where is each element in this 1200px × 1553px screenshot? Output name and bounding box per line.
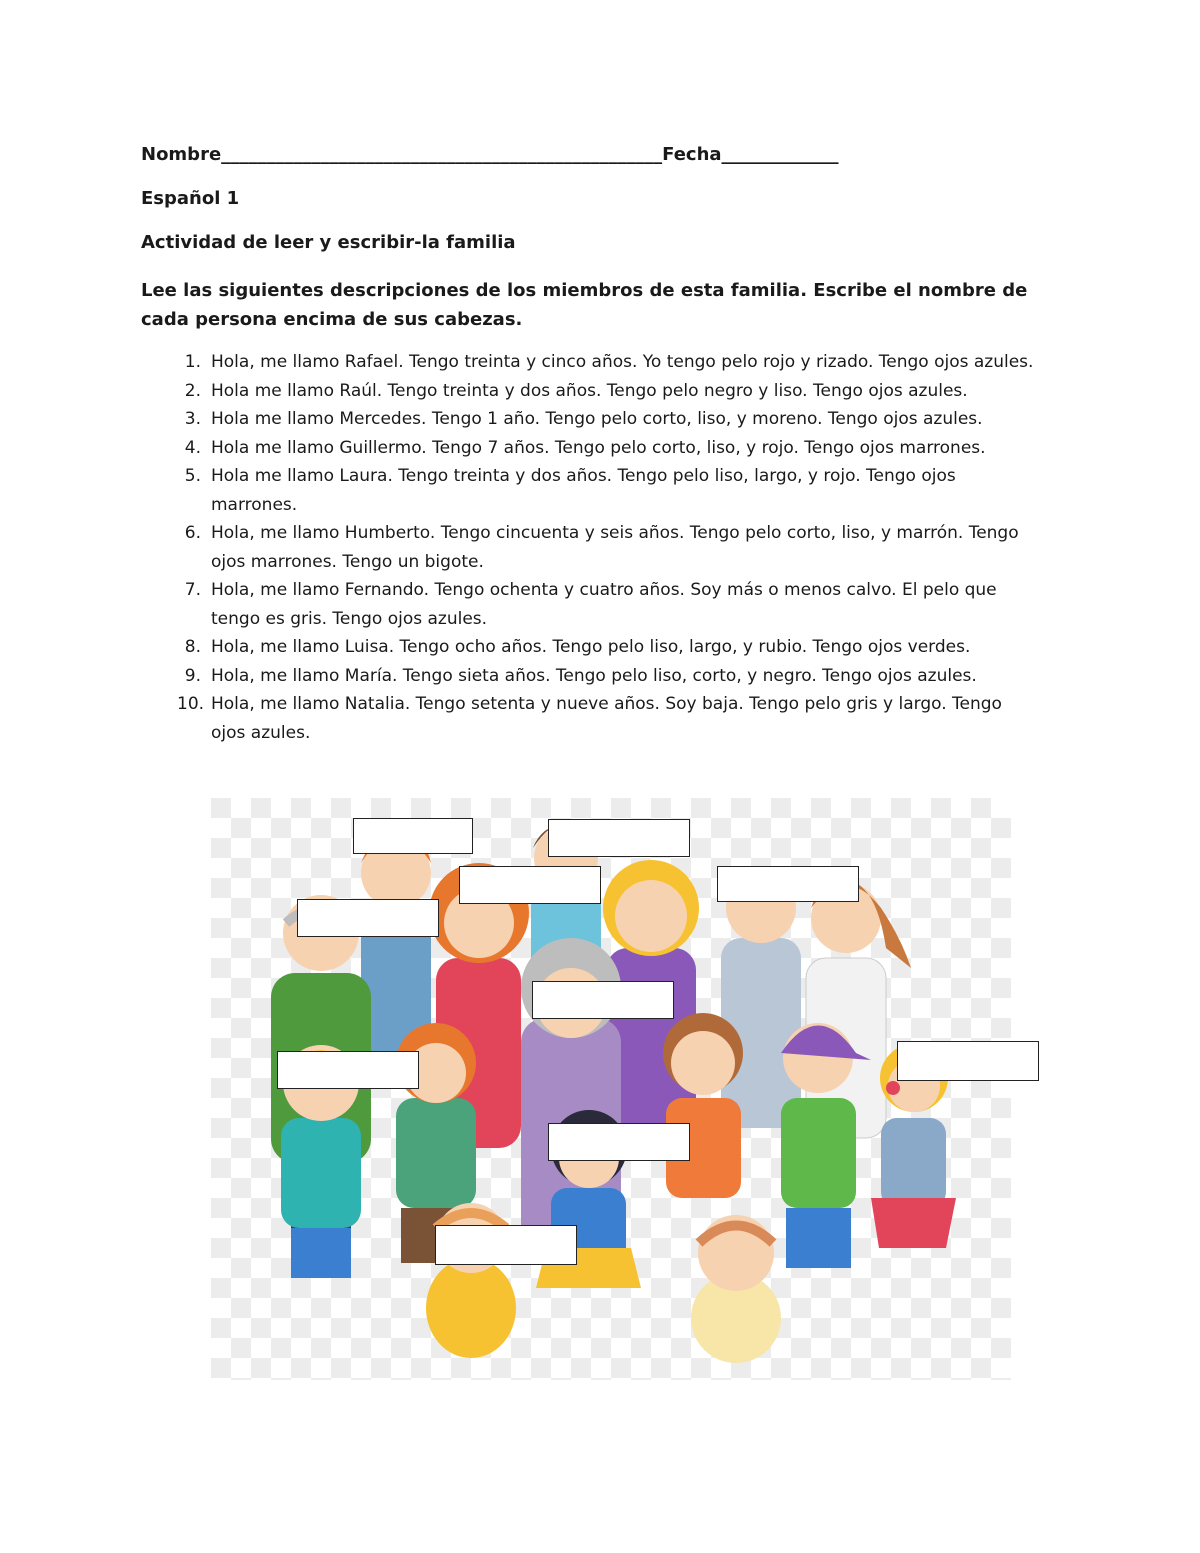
family-illustration	[211, 798, 1011, 1380]
item-number: 9.	[184, 665, 201, 686]
family-illustration-svg	[211, 798, 1011, 1380]
list-item	[141, 519, 1041, 576]
item-number: 2.	[184, 380, 201, 401]
name-box-10[interactable]	[435, 1225, 577, 1265]
list-item	[141, 576, 1041, 633]
item-number: 6.	[184, 523, 201, 543]
item-text: Hola, me llamo Humberto. Tengo cincuenta y seis años. Tengo pelo corto, liso, y marrón. Tengo ojos marrones. Tengo un bigote.	[211, 523, 1019, 572]
course-title: Español 1	[141, 188, 240, 209]
name-box-3[interactable]	[459, 866, 601, 904]
list-item	[141, 690, 1041, 747]
item-text: Hola, me llamo Fernando. Tengo ochenta y cuatro años. Soy más o menos calvo. El pelo que tengo es gris. Tengo ojos azules.	[211, 580, 997, 629]
item-number: 1.	[184, 352, 201, 372]
item-number: 7.	[184, 580, 201, 600]
item-text: Hola, me llamo Luisa. Tengo ocho años. Tengo pelo liso, largo, y rubio. Tengo ojos verdes.	[211, 637, 971, 657]
person-baby-pink	[691, 1215, 781, 1363]
description-list	[141, 348, 1041, 747]
item-text: Hola, me llamo Rafael. Tengo treinta y cinco años. Yo tengo pelo rojo y rizado. Tengo ojos azules.	[211, 352, 1034, 372]
item-text: Hola, me llamo María. Tengo sieta años. Tengo pelo liso, corto, y negro. Tengo ojos azules.	[211, 665, 977, 686]
name-box-7[interactable]	[897, 1041, 1039, 1081]
item-number: 4.	[184, 437, 201, 458]
name-box-9[interactable]	[548, 1123, 690, 1161]
list-item	[141, 633, 1041, 662]
name-date-line: Nombre_________________________________________________Fecha_____________	[141, 144, 839, 165]
name-box-8[interactable]	[277, 1051, 419, 1089]
item-number: 5.	[184, 466, 201, 486]
item-text: Hola me llamo Raúl. Tengo treinta y dos años. Tengo pelo negro y liso. Tengo ojos azules.	[211, 380, 968, 401]
item-text: Hola me llamo Mercedes. Tengo 1 año. Tengo pelo corto, liso, y moreno. Tengo ojos azules.	[211, 409, 983, 429]
item-text: Hola, me llamo Natalia. Tengo setenta y nueve años. Soy baja. Tengo pelo gris y largo. Tengo ojos azules.	[211, 694, 1002, 743]
list-item	[141, 405, 1041, 434]
instructions: Lee las siguientes descripciones de los miembros de esta familia. Escribe el nombre de cada persona encima de sus cabezas.	[141, 280, 1028, 330]
list-item	[141, 662, 1041, 691]
list-item	[141, 377, 1041, 406]
name-box-5[interactable]	[297, 899, 439, 937]
item-number: 10.	[177, 694, 205, 714]
person-girl-orange	[663, 1013, 743, 1198]
name-box-4[interactable]	[717, 866, 859, 902]
name-box-6[interactable]	[532, 981, 674, 1019]
name-box-1[interactable]	[353, 818, 473, 854]
list-item	[141, 434, 1041, 463]
item-text: Hola me llamo Laura. Tengo treinta y dos años. Tengo pelo liso, largo, y rojo. Tengo ojos marrones.	[211, 466, 956, 515]
item-number: 8.	[184, 637, 201, 657]
list-item	[141, 462, 1041, 519]
name-box-2[interactable]	[548, 819, 690, 857]
person-black-hair-man	[721, 870, 801, 1128]
item-text: Hola me llamo Guillermo. Tengo 7 años. Tengo pelo corto, liso, y rojo. Tengo ojos marrones.	[211, 437, 986, 458]
activity-title: Actividad de leer y escribir-la familia	[141, 232, 516, 253]
item-number: 3.	[184, 409, 201, 429]
list-item	[141, 348, 1041, 377]
